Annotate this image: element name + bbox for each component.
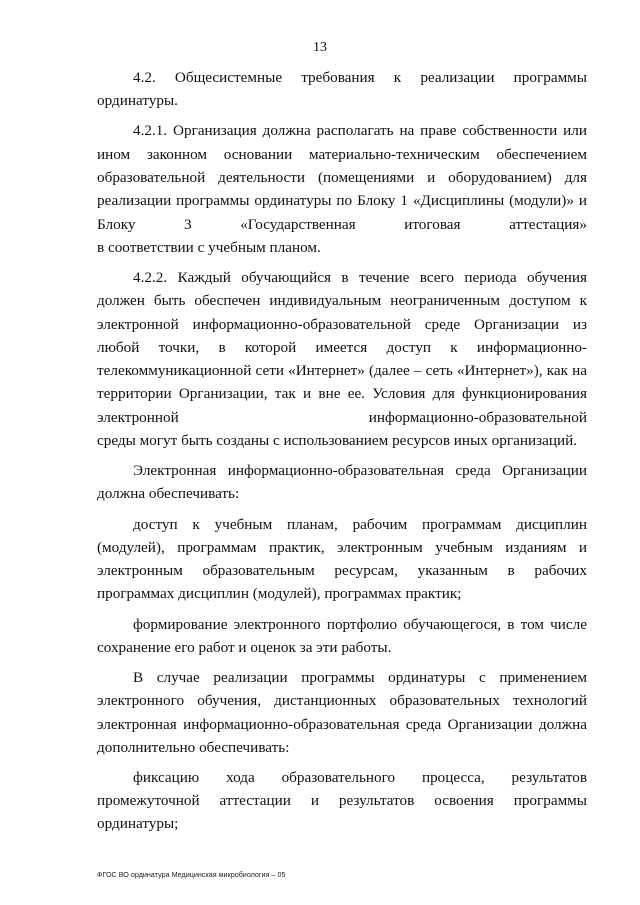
paragraph-text: 4.2. Общесистемные требования к реализации программы	[133, 69, 587, 86]
paragraph-text: доступ к учебным планам, рабочим программам дисциплин (модулей), программам практик, электронным учебным изданиям и электронным образовательным ресурсам, указанным в рабочих	[97, 515, 587, 580]
paragraph-text: В случае реализации программы ординатуры с применением электронного обучения, дистанционных образовательных технологий электронная информационно-образовательная среда Организации должна	[97, 668, 587, 733]
paragraph-last-line: дополнительно обеспечивать:	[97, 738, 290, 756]
paragraph-last-line: ординатуры;	[97, 815, 179, 833]
paragraph-last-line: ординатуры.	[97, 92, 178, 110]
paragraph-last-line: среды могут быть созданы с использованием ресурсов иных организаций.	[97, 432, 577, 450]
paragraph-4-2-1	[97, 119, 587, 259]
paragraph-environment	[97, 459, 587, 506]
paragraph-4-2-2	[97, 266, 587, 452]
document-footer: ФГОС ВО ординатура Медицинская микробиология – 05	[97, 870, 286, 879]
paragraph-4-2	[97, 66, 587, 113]
paragraph-last-line: сохранение его работ и оценок за эти работы.	[97, 638, 392, 656]
paragraph-text: 4.2.2. Каждый обучающийся в течение всего периода обучения должен быть обеспечен индивидуальным неограниченным доступом к электронной информационно-образовательной среде Организации из любой точки, в которой имеется доступ к информационно-телекоммуникационной сети «Интернет» (далее – сеть «Интернет»), как на территории Организации, так и вне ее. Условия для функционирования электронной информационно-образовательной	[97, 268, 587, 426]
paragraph-last-line: должна обеспечивать:	[97, 485, 240, 503]
paragraph-text: Электронная информационно-образовательная среда Организации	[133, 462, 587, 480]
body-text	[97, 66, 587, 843]
paragraph-e-learning	[97, 666, 587, 759]
paragraph-last-line: программах дисциплин (модулей), программах практик;	[97, 585, 462, 603]
page-number: 13	[313, 40, 327, 55]
paragraph-recording	[97, 766, 587, 836]
paragraph-portfolio	[97, 613, 587, 660]
paragraph-text: фиксацию хода образовательного процесса, результатов промежуточной аттестации и результатов освоения программы	[97, 768, 587, 810]
paragraph-last-line: в соответствии с учебным планом.	[97, 238, 321, 256]
paragraph-access	[97, 513, 587, 606]
paragraph-text: 4.2.1. Организация должна располагать на праве собственности или ином законном основании материально-техническим обеспечением образовательной деятельности (помещениями и оборудованием) для реализации программы ординатуры по Блоку 1 «Дисциплины (модули)» и Блоку 3 «Государственная итоговая аттестация»	[97, 122, 587, 233]
paragraph-text: формирование электронного портфолио обучающегося, в том числе	[133, 615, 587, 633]
